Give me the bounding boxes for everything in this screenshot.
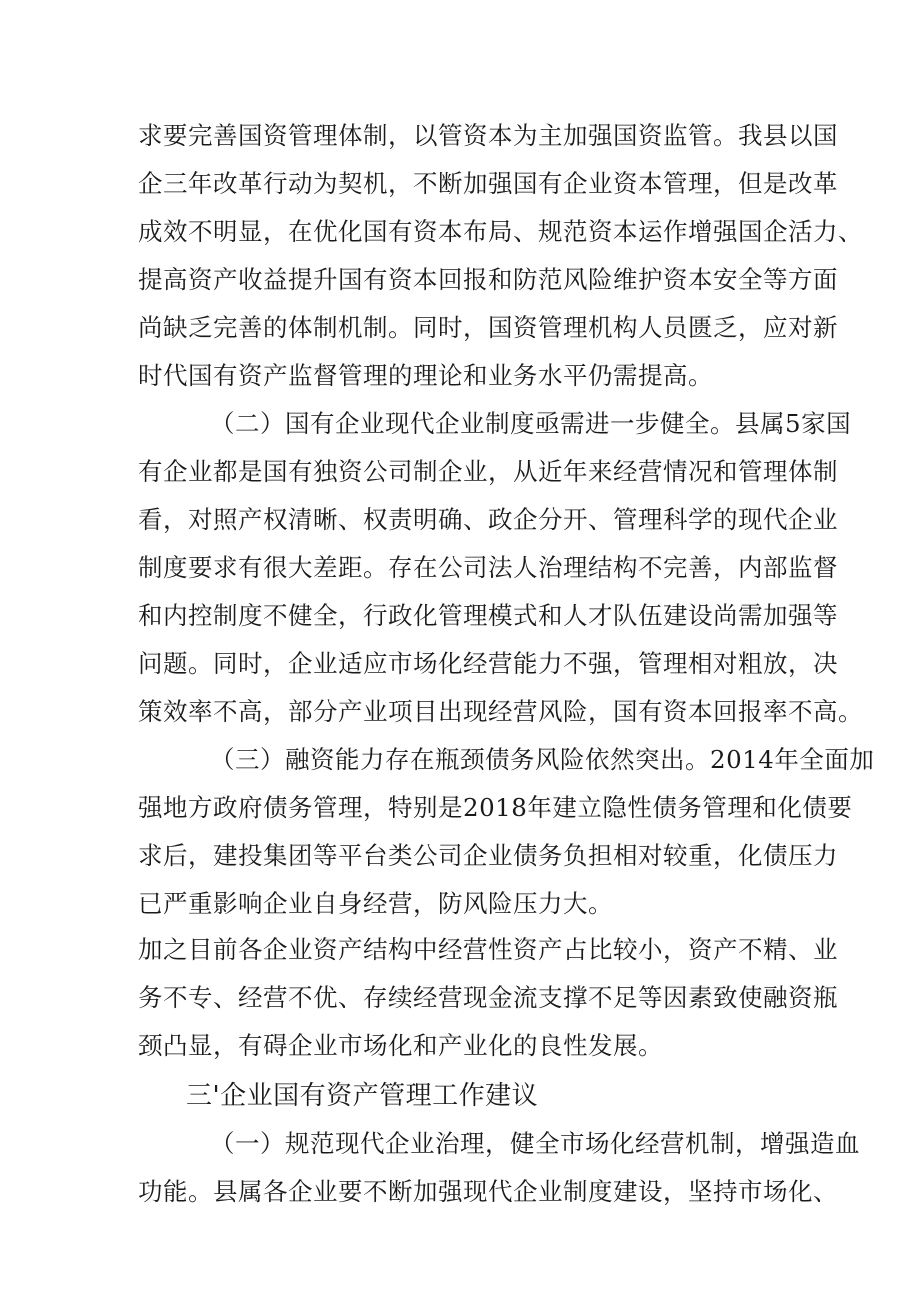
text-line: 加之目前各企业资产结构中经营性资产占比较小，资产不精、业 [138,935,838,964]
text-line: 和内控制度不健全，行政化管理模式和人才队伍建设尚需加强等 [138,601,838,630]
text-line: 制度要求有很大差距。存在公司法人治理结构不完善，内部监督 [138,553,838,582]
text-line: 求后，建投集团等平台类公司企业债务负担相对较重，化债压力 [138,841,838,870]
paragraph-start-line: （二）国有企业现代企业制度亟需进一步健全。县属5家国 [210,409,852,438]
paragraph-start-line: （三）融资能力存在瓶颈债务风险依然突出。2014年全面加 [210,745,875,774]
text-line: 看，对照产权清晰、权责明确、政企分开、管理科学的现代企业 [138,505,838,534]
text-line: 有企业都是国有独资公司制企业，从近年来经营情况和管理体制 [138,457,838,486]
text-line: 问题。同时，企业适应市场化经营能力不强，管理相对粗放，决 [138,649,838,678]
text-line: 颈凸显，有碍企业市场化和产业化的良性发展。 [138,1031,663,1060]
text-line: 成效不明显，在优化国有资本布局、规范资本运作增强国企活力、 [138,217,863,246]
text-line: 功能。县属各企业要不断加强现代企业制度建设，坚持市场化、 [138,1177,838,1206]
section-heading: 三'企业国有资产管理工作建议 [186,1081,539,1111]
text-line: 强地方政府债务管理，特别是2018年建立隐性债务管理和化债要 [138,793,853,822]
paragraph-start-line: （一）规范现代企业治理，健全市场化经营机制，增强造血 [210,1129,860,1158]
text-line: 企三年改革行动为契机，不断加强国有企业资本管理，但是改革 [138,169,838,198]
text-line: 尚缺乏完善的体制机制。同时，国资管理机构人员匮乏，应对新 [138,313,838,342]
text-line: 策效率不高，部分产业项目出现经营风险，国有资本回报率不高。 [138,697,863,726]
text-line: 务不专、经营不优、存续经营现金流支撑不足等因素致使融资瓶 [138,983,838,1012]
text-line: 提高资产收益提升国有资本回报和防范风险维护资本安全等方面 [138,265,838,294]
text-line: 时代国有资产监督管理的理论和业务水平仍需提高。 [138,361,713,390]
text-line: 求要完善国资管理体制，以管资本为主加强国资监管。我县以国 [138,121,838,150]
text-line: 已严重影响企业自身经营，防风险压力大。 [138,889,613,918]
